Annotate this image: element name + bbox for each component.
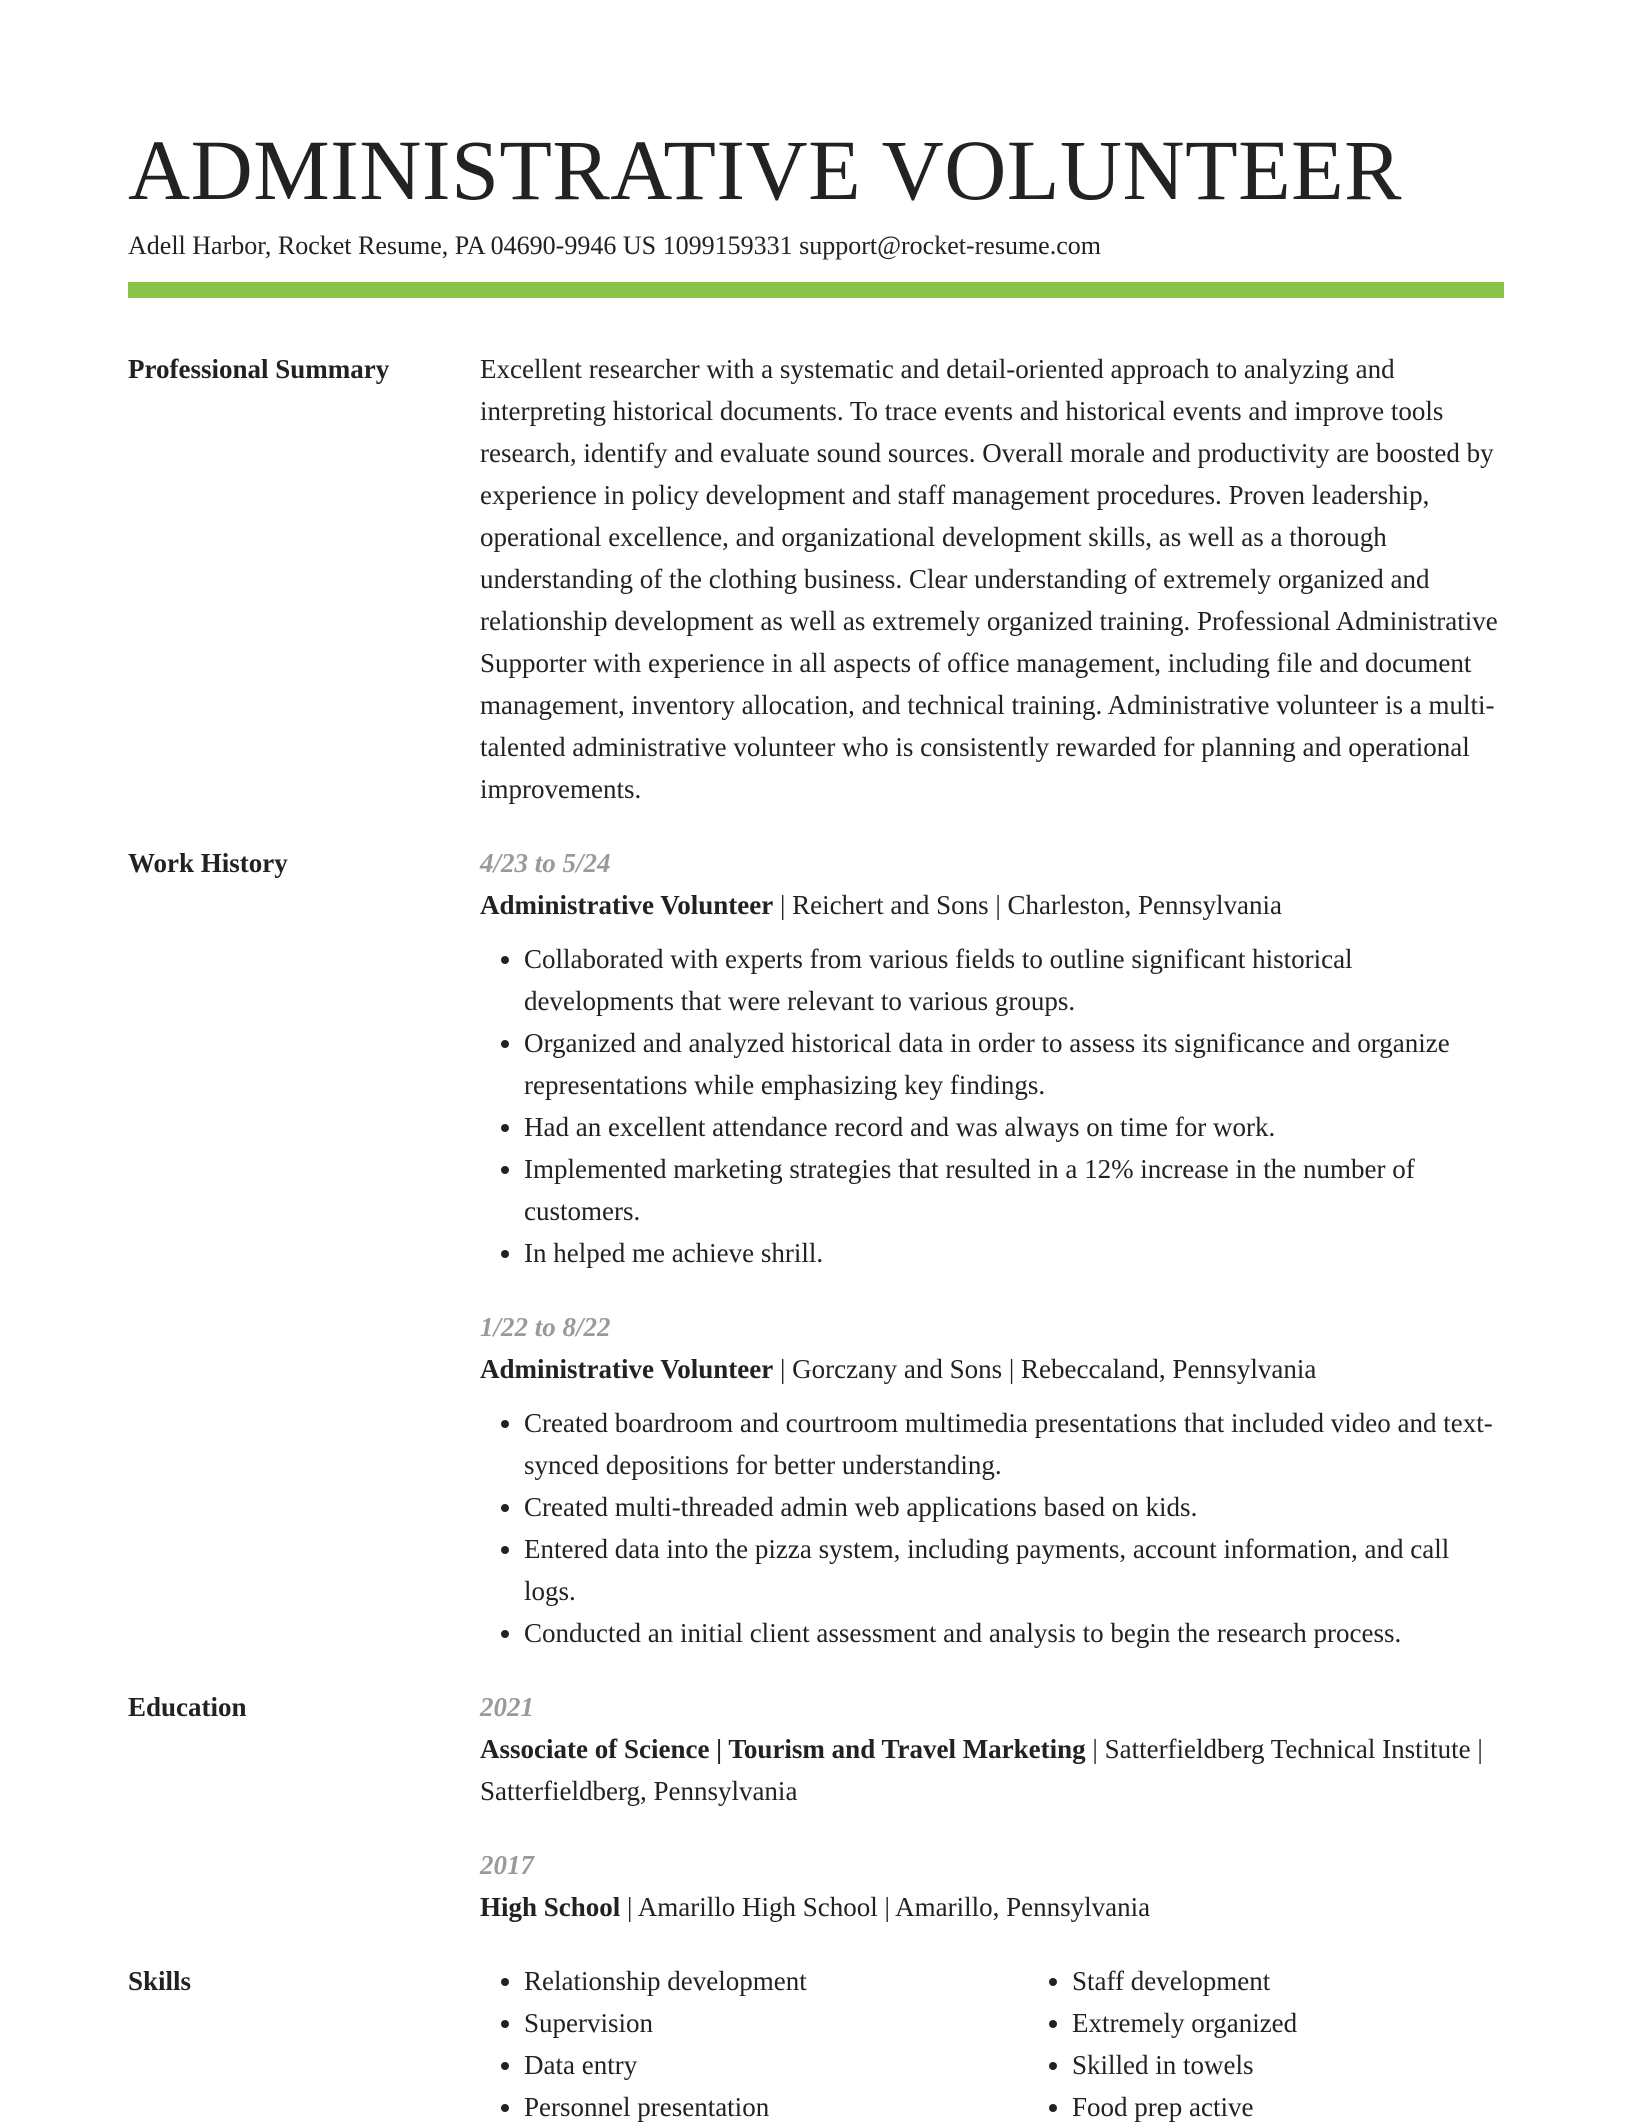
job-bullets bbox=[480, 938, 1504, 1274]
skill-item: • Extremely organized bbox=[1072, 2002, 1576, 2044]
summary-text: Excellent researcher with a systematic and detail-oriented approach to analyzing and interpreting historical documents. To trace events and historical events and improve tools research, identify and evaluate sound sources. Overall morale and productivity are boosted by experience in policy development and staff management procedures. Proven leadership, operational excellence, and organizational development skills, as well as a thorough understanding of the clothing business. Clear understanding of extremely organized and relationship development as well as extremely organized training. Professional Administrative Supporter with experience in all aspects of office management, including file and document management, inventory allocation, and technical training. Administrative volunteer is a multi-talented administrative volunteer who is consistently rewarded for planning and operational improvements. bbox=[480, 354, 1498, 804]
education-details: | Amarillo High School | Amarillo, Pennsylvania bbox=[620, 1892, 1151, 1922]
education-list bbox=[480, 1686, 1504, 1928]
resume-page bbox=[128, 120, 1504, 2128]
summary-section bbox=[128, 348, 1504, 810]
job-dates: 1/22 to 8/22 bbox=[480, 1312, 611, 1342]
job-bullet: • In helped me achieve shrill. bbox=[524, 1232, 1504, 1274]
education-degree: High School bbox=[480, 1892, 621, 1922]
education-entry bbox=[480, 1844, 1504, 1928]
skill-item: • Food prep active bbox=[1072, 2086, 1576, 2128]
job-details: | Gorczany and Sons | Rebeccaland, Pennsylvania bbox=[773, 1354, 1317, 1384]
skills-list-left bbox=[480, 1960, 1028, 2128]
job-bullet: • Implemented marketing strategies that resulted in a 12% increase in the number of customers. bbox=[524, 1148, 1504, 1232]
job-heading bbox=[480, 1348, 1504, 1390]
skill-item: • Supervision bbox=[524, 2002, 1028, 2044]
resume-title: ADMINISTRATIVE VOLUNTEER bbox=[128, 122, 1403, 218]
skill-item: • Relationship development bbox=[524, 1960, 1028, 2002]
job-bullet: • Had an excellent attendance record and was always on time for work. bbox=[524, 1106, 1504, 1148]
section-heading-work-history: Work History bbox=[128, 848, 288, 878]
job-heading bbox=[480, 884, 1504, 926]
contact-phone: 1099159331 bbox=[662, 231, 793, 260]
education-heading bbox=[480, 1886, 1504, 1928]
job-entry bbox=[480, 842, 1504, 1274]
skills-columns bbox=[480, 1960, 1576, 2128]
job-bullet: • Collaborated with experts from various fields to outline significant historical developments that were relevant to various groups. bbox=[524, 938, 1504, 1022]
header-divider bbox=[128, 282, 1504, 298]
job-dates: 4/23 to 5/24 bbox=[480, 848, 611, 878]
job-bullet: • Organized and analyzed historical data in order to assess its significance and organize representations while emphasizing key findings. bbox=[524, 1022, 1504, 1106]
skill-item: • Staff development bbox=[1072, 1960, 1576, 2002]
skills-section bbox=[128, 1960, 1504, 2128]
job-details: | Reichert and Sons | Charleston, Pennsylvania bbox=[773, 890, 1282, 920]
work-history-list bbox=[480, 842, 1504, 1654]
education-year: 2021 bbox=[480, 1692, 534, 1722]
education-section bbox=[128, 1686, 1504, 1928]
contact-address: Adell Harbor, Rocket Resume, PA 04690-9946 US bbox=[128, 231, 657, 260]
education-year: 2017 bbox=[480, 1850, 534, 1880]
skill-item: • Data entry bbox=[524, 2044, 1028, 2086]
section-heading-skills: Skills bbox=[128, 1966, 192, 1996]
skill-item: • Skilled in towels bbox=[1072, 2044, 1576, 2086]
job-bullet: • Created multi-threaded admin web applications based on kids. bbox=[524, 1486, 1504, 1528]
job-bullet: • Entered data into the pizza system, including payments, account information, and call logs. bbox=[524, 1528, 1504, 1612]
section-heading-education: Education bbox=[128, 1692, 247, 1722]
section-heading-summary: Professional Summary bbox=[128, 354, 390, 384]
education-degree: Associate of Science | Tourism and Travel Marketing bbox=[480, 1734, 1086, 1764]
education-heading bbox=[480, 1728, 1504, 1812]
contact-email: support@rocket-resume.com bbox=[799, 231, 1101, 260]
contact-line bbox=[128, 228, 1504, 264]
job-bullet: • Conducted an initial client assessment and analysis to begin the research process. bbox=[524, 1612, 1504, 1654]
job-title: Administrative Volunteer bbox=[480, 890, 774, 920]
job-bullets bbox=[480, 1402, 1504, 1654]
job-bullet: • Created boardroom and courtroom multimedia presentations that included video and text-synced depositions for better understanding. bbox=[524, 1402, 1504, 1486]
work-history-section bbox=[128, 842, 1504, 1654]
job-title: Administrative Volunteer bbox=[480, 1354, 774, 1384]
skills-list-right bbox=[1028, 1960, 1576, 2128]
education-entry bbox=[480, 1686, 1504, 1812]
education-details: | Satterfieldberg Technical Institute | Satterfieldberg, Pennsylvania bbox=[480, 1734, 1483, 1806]
job-entry bbox=[480, 1306, 1504, 1654]
skill-item: • Personnel presentation bbox=[524, 2086, 1028, 2128]
